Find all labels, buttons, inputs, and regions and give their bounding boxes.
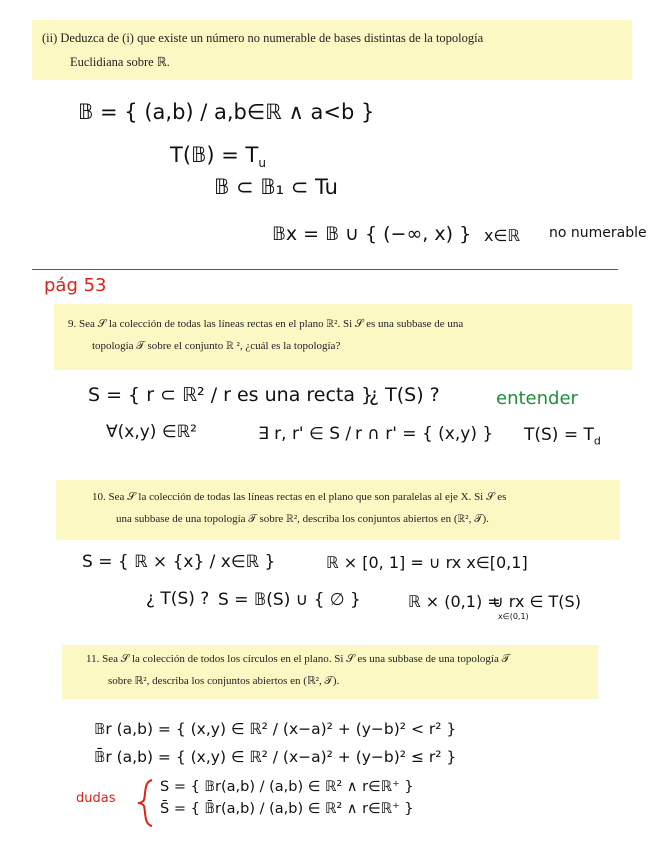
hw-result-9-sub: d	[593, 434, 601, 448]
hw-entender: entender	[496, 388, 578, 409]
hw-forall: ∀(x,y) ∈ℝ²	[106, 422, 197, 442]
problem-9-box	[54, 304, 632, 370]
hw-result-9	[524, 425, 601, 447]
problem-11-box	[62, 645, 598, 699]
hw-question-10: ¿ T(S) ?	[146, 589, 210, 609]
problem-10-box	[56, 480, 620, 540]
hw-closed-ball-def: 𝔹̄r (a,b) = { (x,y) ∈ ℝ² / (x−a)² + (y−b)² ≤ r² }	[94, 748, 457, 766]
problem-9-line1: 9. Sea 𝒮 la colección de todas las líneas rectas en el plano ℝ². Si 𝒮 es una subbase de una	[68, 318, 464, 330]
problem-ii-box	[32, 20, 632, 80]
hw-dudas: dudas	[76, 791, 116, 806]
problem-11-line2: sobre ℝ², describa los conjuntos abiertos en (ℝ², 𝒯).	[108, 675, 340, 687]
hw-chain: 𝔹 ⊂ 𝔹₁ ⊂ Tu	[214, 175, 338, 199]
hw-s-def-9: S = { r ⊂ ℝ² / r es una recta }	[88, 384, 374, 406]
hw-topology-main: T(𝔹) = T	[170, 143, 259, 167]
hw-s-basis: S = 𝔹(S) ∪ { ∅ }	[218, 590, 361, 610]
hw-s-closed-balls: S̄ = { 𝔹̄r(a,b) / (a,b) ∈ ℝ² ∧ r∈ℝ⁺ }	[160, 801, 414, 817]
problem-10-line2: una subbase de una topología 𝒯 sobre ℝ², describa los conjuntos abiertos en (ℝ², 𝒯).	[116, 513, 489, 525]
problem-9-line2: topología 𝒯 sobre el conjunto ℝ ², ¿cuál es la topología?	[92, 340, 341, 352]
hw-x-in-r: x∈ℝ	[484, 226, 521, 245]
hw-open-sub: x∈(0,1)	[498, 612, 529, 621]
hw-open-ball-def: 𝔹r (a,b) = { (x,y) ∈ ℝ² / (x−a)² + (y−b)² < r² }	[94, 720, 457, 738]
red-brace-icon	[136, 778, 156, 828]
hw-intersection: r ∩ r' = { (x,y) }	[355, 424, 494, 444]
problem-ii-line1: (ii) Deduzca de (i) que existe un número no numerable de bases distintas de la topología	[42, 31, 484, 45]
hw-no-numerable: no numerable	[549, 225, 647, 241]
hw-interval: ℝ × [0, 1] = ∪ rx x∈[0,1]	[326, 553, 528, 572]
hw-result-9-main: T(S) = T	[524, 425, 594, 445]
hw-exists: ∃ r, r' ∈ S /	[258, 424, 352, 444]
problem-11-line1: 11. Sea 𝒮 la colección de todos los círculos en el plano. Si 𝒮 es una subbase de una topología 𝒯	[86, 653, 511, 665]
hw-bx: 𝔹x = 𝔹 ∪ { (−∞, x) }	[272, 223, 472, 245]
page-mark: pág 53	[44, 275, 107, 296]
problem-ii-line2: Euclidiana sobre ℝ.	[70, 55, 170, 69]
hw-topology	[170, 143, 266, 170]
hw-open-lhs: ℝ × (0,1) =	[408, 592, 501, 611]
problem-10-line1: 10. Sea 𝒮 la colección de todas las líneas rectas en el plano que son paralelas al eje X. Si 𝒮 es	[92, 491, 507, 503]
hw-topology-sub: u	[258, 156, 266, 171]
hw-basis-def: 𝔹 = { (a,b) / a,b∈ℝ ∧ a<b }	[78, 100, 375, 124]
hw-s-open-balls: S = { 𝔹r(a,b) / (a,b) ∈ ℝ² ∧ r∈ℝ⁺ }	[160, 779, 414, 795]
hw-question-9: ¿ T(S) ?	[369, 384, 440, 406]
red-divider-line	[32, 269, 618, 270]
hw-open-rhs: ∪ rx ∈ T(S)	[492, 592, 581, 611]
hw-s-def-10: S = { ℝ × {x} / x∈ℝ }	[82, 552, 276, 572]
